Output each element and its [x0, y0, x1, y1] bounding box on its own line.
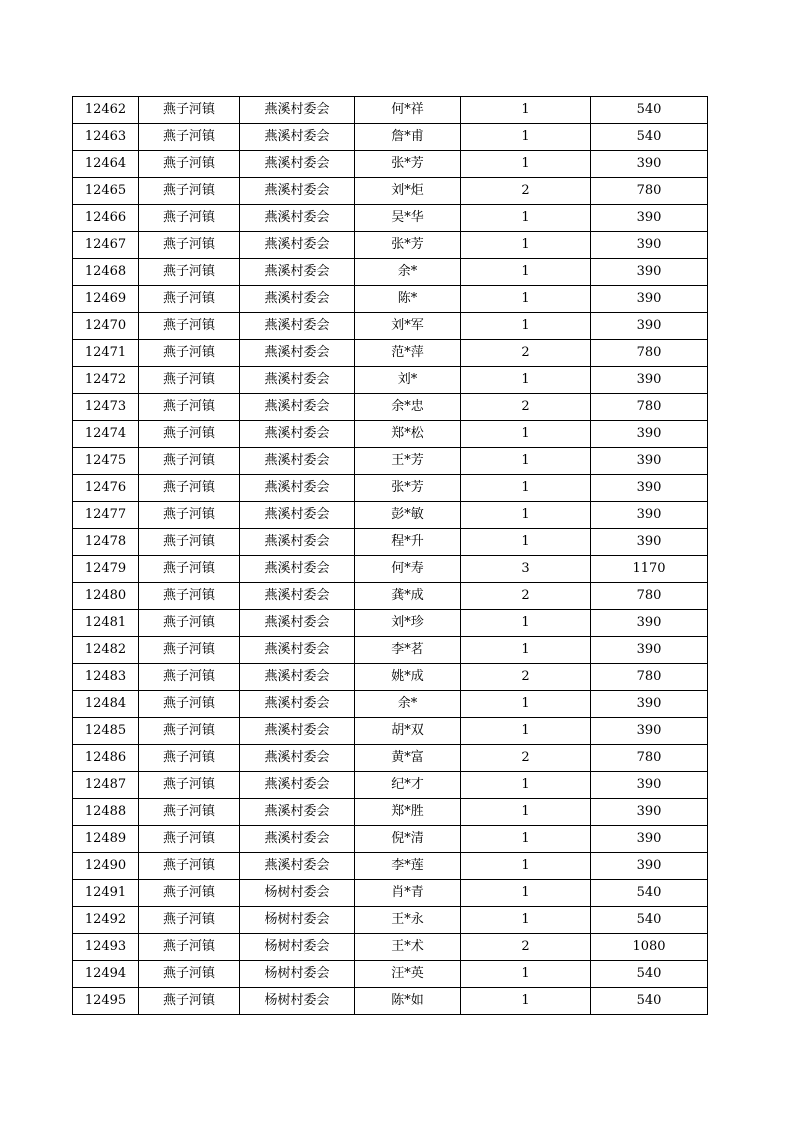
town-cell: 燕子河镇	[139, 826, 240, 853]
table-row	[73, 232, 708, 259]
name-cell: 纪*才	[355, 772, 461, 799]
name-cell: 王*永	[355, 907, 461, 934]
village-committee-cell: 燕溪村委会	[240, 664, 355, 691]
serial-number-cell: 12477	[73, 502, 139, 529]
name-cell: 黄*富	[355, 745, 461, 772]
town-cell: 燕子河镇	[139, 232, 240, 259]
count-cell: 1	[461, 502, 591, 529]
town-cell: 燕子河镇	[139, 475, 240, 502]
town-cell: 燕子河镇	[139, 664, 240, 691]
serial-number-cell: 12472	[73, 367, 139, 394]
serial-number-cell: 12495	[73, 988, 139, 1015]
table-row	[73, 151, 708, 178]
amount-cell: 390	[591, 691, 708, 718]
table-row	[73, 988, 708, 1015]
name-cell: 刘*炬	[355, 178, 461, 205]
amount-cell: 390	[591, 718, 708, 745]
table-row	[73, 286, 708, 313]
count-cell: 1	[461, 448, 591, 475]
count-cell: 2	[461, 583, 591, 610]
village-committee-cell: 燕溪村委会	[240, 286, 355, 313]
amount-cell: 390	[591, 853, 708, 880]
table-row	[73, 475, 708, 502]
town-cell: 燕子河镇	[139, 178, 240, 205]
village-committee-cell: 杨树村委会	[240, 934, 355, 961]
table-row	[73, 205, 708, 232]
village-committee-cell: 燕溪村委会	[240, 367, 355, 394]
name-cell: 何*祥	[355, 97, 461, 124]
town-cell: 燕子河镇	[139, 907, 240, 934]
serial-number-cell: 12470	[73, 313, 139, 340]
name-cell: 彭*敏	[355, 502, 461, 529]
name-cell: 张*芳	[355, 151, 461, 178]
count-cell: 1	[461, 151, 591, 178]
amount-cell: 1080	[591, 934, 708, 961]
table-row	[73, 637, 708, 664]
table-row	[73, 718, 708, 745]
town-cell: 燕子河镇	[139, 205, 240, 232]
amount-cell: 390	[591, 826, 708, 853]
table-row	[73, 448, 708, 475]
village-committee-cell: 燕溪村委会	[240, 799, 355, 826]
town-cell: 燕子河镇	[139, 421, 240, 448]
town-cell: 燕子河镇	[139, 529, 240, 556]
count-cell: 1	[461, 691, 591, 718]
serial-number-cell: 12487	[73, 772, 139, 799]
count-cell: 1	[461, 718, 591, 745]
amount-cell: 390	[591, 151, 708, 178]
town-cell: 燕子河镇	[139, 853, 240, 880]
village-committee-cell: 燕溪村委会	[240, 556, 355, 583]
table-row	[73, 610, 708, 637]
village-committee-cell: 燕溪村委会	[240, 124, 355, 151]
count-cell: 1	[461, 637, 591, 664]
table-row	[73, 583, 708, 610]
amount-cell: 390	[591, 259, 708, 286]
name-cell: 陈*	[355, 286, 461, 313]
town-cell: 燕子河镇	[139, 880, 240, 907]
town-cell: 燕子河镇	[139, 583, 240, 610]
amount-cell: 390	[591, 610, 708, 637]
town-cell: 燕子河镇	[139, 448, 240, 475]
name-cell: 余*	[355, 691, 461, 718]
village-committee-cell: 燕溪村委会	[240, 313, 355, 340]
serial-number-cell: 12466	[73, 205, 139, 232]
count-cell: 2	[461, 745, 591, 772]
name-cell: 郑*松	[355, 421, 461, 448]
serial-number-cell: 12478	[73, 529, 139, 556]
table-row	[73, 178, 708, 205]
count-cell: 1	[461, 853, 591, 880]
name-cell: 龚*成	[355, 583, 461, 610]
table-row	[73, 934, 708, 961]
town-cell: 燕子河镇	[139, 961, 240, 988]
name-cell: 范*萍	[355, 340, 461, 367]
town-cell: 燕子河镇	[139, 799, 240, 826]
count-cell: 1	[461, 313, 591, 340]
serial-number-cell: 12465	[73, 178, 139, 205]
amount-cell: 780	[591, 394, 708, 421]
serial-number-cell: 12494	[73, 961, 139, 988]
table-row	[73, 799, 708, 826]
town-cell: 燕子河镇	[139, 745, 240, 772]
serial-number-cell: 12475	[73, 448, 139, 475]
town-cell: 燕子河镇	[139, 394, 240, 421]
table-row	[73, 529, 708, 556]
serial-number-cell: 12474	[73, 421, 139, 448]
amount-cell: 390	[591, 475, 708, 502]
name-cell: 刘*军	[355, 313, 461, 340]
serial-number-cell: 12464	[73, 151, 139, 178]
serial-number-cell: 12471	[73, 340, 139, 367]
count-cell: 2	[461, 178, 591, 205]
count-cell: 1	[461, 124, 591, 151]
count-cell: 1	[461, 205, 591, 232]
village-committee-cell: 燕溪村委会	[240, 853, 355, 880]
serial-number-cell: 12476	[73, 475, 139, 502]
count-cell: 1	[461, 475, 591, 502]
name-cell: 詹*甫	[355, 124, 461, 151]
serial-number-cell: 12486	[73, 745, 139, 772]
village-committee-cell: 燕溪村委会	[240, 178, 355, 205]
count-cell: 1	[461, 421, 591, 448]
name-cell: 吴*华	[355, 205, 461, 232]
table-row	[73, 907, 708, 934]
town-cell: 燕子河镇	[139, 367, 240, 394]
count-cell: 1	[461, 988, 591, 1015]
village-committee-cell: 燕溪村委会	[240, 529, 355, 556]
count-cell: 1	[461, 826, 591, 853]
town-cell: 燕子河镇	[139, 772, 240, 799]
serial-number-cell: 12493	[73, 934, 139, 961]
amount-cell: 540	[591, 907, 708, 934]
count-cell: 1	[461, 799, 591, 826]
count-cell: 2	[461, 340, 591, 367]
amount-cell: 780	[591, 664, 708, 691]
serial-number-cell: 12491	[73, 880, 139, 907]
amount-cell: 390	[591, 232, 708, 259]
name-cell: 郑*胜	[355, 799, 461, 826]
amount-cell: 390	[591, 637, 708, 664]
name-cell: 李*茗	[355, 637, 461, 664]
table-row	[73, 259, 708, 286]
town-cell: 燕子河镇	[139, 286, 240, 313]
village-committee-cell: 燕溪村委会	[240, 151, 355, 178]
amount-cell: 540	[591, 988, 708, 1015]
name-cell: 王*芳	[355, 448, 461, 475]
village-committee-cell: 杨树村委会	[240, 880, 355, 907]
village-committee-cell: 燕溪村委会	[240, 502, 355, 529]
name-cell: 何*寿	[355, 556, 461, 583]
village-committee-cell: 燕溪村委会	[240, 718, 355, 745]
serial-number-cell: 12467	[73, 232, 139, 259]
table-row	[73, 826, 708, 853]
count-cell: 3	[461, 556, 591, 583]
name-cell: 胡*双	[355, 718, 461, 745]
data-table	[72, 96, 708, 1015]
village-committee-cell: 燕溪村委会	[240, 448, 355, 475]
town-cell: 燕子河镇	[139, 340, 240, 367]
village-committee-cell: 燕溪村委会	[240, 691, 355, 718]
town-cell: 燕子河镇	[139, 556, 240, 583]
serial-number-cell: 12462	[73, 97, 139, 124]
count-cell: 1	[461, 961, 591, 988]
village-committee-cell: 杨树村委会	[240, 988, 355, 1015]
village-committee-cell: 燕溪村委会	[240, 475, 355, 502]
serial-number-cell: 12482	[73, 637, 139, 664]
serial-number-cell: 12488	[73, 799, 139, 826]
name-cell: 刘*	[355, 367, 461, 394]
table-row	[73, 556, 708, 583]
count-cell: 2	[461, 394, 591, 421]
serial-number-cell: 12492	[73, 907, 139, 934]
amount-cell: 390	[591, 421, 708, 448]
count-cell: 1	[461, 907, 591, 934]
table-body	[73, 97, 708, 1015]
count-cell: 1	[461, 772, 591, 799]
serial-number-cell: 12483	[73, 664, 139, 691]
village-committee-cell: 杨树村委会	[240, 907, 355, 934]
count-cell: 1	[461, 610, 591, 637]
count-cell: 1	[461, 232, 591, 259]
table-row	[73, 880, 708, 907]
amount-cell: 540	[591, 880, 708, 907]
count-cell: 1	[461, 529, 591, 556]
count-cell: 1	[461, 880, 591, 907]
village-committee-cell: 燕溪村委会	[240, 772, 355, 799]
amount-cell: 390	[591, 448, 708, 475]
serial-number-cell: 12463	[73, 124, 139, 151]
name-cell: 王*术	[355, 934, 461, 961]
table-row	[73, 367, 708, 394]
table-row	[73, 394, 708, 421]
serial-number-cell: 12469	[73, 286, 139, 313]
village-committee-cell: 燕溪村委会	[240, 232, 355, 259]
table-row	[73, 664, 708, 691]
amount-cell: 780	[591, 178, 708, 205]
name-cell: 李*莲	[355, 853, 461, 880]
village-committee-cell: 燕溪村委会	[240, 826, 355, 853]
table-row	[73, 97, 708, 124]
name-cell: 倪*清	[355, 826, 461, 853]
town-cell: 燕子河镇	[139, 637, 240, 664]
table-row	[73, 961, 708, 988]
amount-cell: 390	[591, 205, 708, 232]
serial-number-cell: 12485	[73, 718, 139, 745]
village-committee-cell: 燕溪村委会	[240, 745, 355, 772]
name-cell: 张*芳	[355, 232, 461, 259]
name-cell: 程*升	[355, 529, 461, 556]
village-committee-cell: 燕溪村委会	[240, 610, 355, 637]
amount-cell: 540	[591, 124, 708, 151]
town-cell: 燕子河镇	[139, 502, 240, 529]
town-cell: 燕子河镇	[139, 151, 240, 178]
amount-cell: 540	[591, 961, 708, 988]
table-row	[73, 502, 708, 529]
table-row	[73, 340, 708, 367]
amount-cell: 390	[591, 367, 708, 394]
amount-cell: 390	[591, 286, 708, 313]
count-cell: 1	[461, 259, 591, 286]
village-committee-cell: 燕溪村委会	[240, 583, 355, 610]
serial-number-cell: 12481	[73, 610, 139, 637]
amount-cell: 390	[591, 799, 708, 826]
table-row	[73, 853, 708, 880]
village-committee-cell: 燕溪村委会	[240, 259, 355, 286]
serial-number-cell: 12490	[73, 853, 139, 880]
village-committee-cell: 燕溪村委会	[240, 421, 355, 448]
town-cell: 燕子河镇	[139, 124, 240, 151]
table-row	[73, 772, 708, 799]
name-cell: 陈*如	[355, 988, 461, 1015]
serial-number-cell: 12468	[73, 259, 139, 286]
table-row	[73, 691, 708, 718]
amount-cell: 780	[591, 583, 708, 610]
amount-cell: 390	[591, 529, 708, 556]
town-cell: 燕子河镇	[139, 610, 240, 637]
count-cell: 2	[461, 934, 591, 961]
name-cell: 余*忠	[355, 394, 461, 421]
name-cell: 姚*成	[355, 664, 461, 691]
town-cell: 燕子河镇	[139, 313, 240, 340]
table-row	[73, 745, 708, 772]
village-committee-cell: 燕溪村委会	[240, 205, 355, 232]
amount-cell: 540	[591, 97, 708, 124]
serial-number-cell: 12480	[73, 583, 139, 610]
serial-number-cell: 12484	[73, 691, 139, 718]
town-cell: 燕子河镇	[139, 934, 240, 961]
serial-number-cell: 12473	[73, 394, 139, 421]
count-cell: 1	[461, 286, 591, 313]
amount-cell: 390	[591, 772, 708, 799]
count-cell: 1	[461, 97, 591, 124]
town-cell: 燕子河镇	[139, 691, 240, 718]
village-committee-cell: 燕溪村委会	[240, 637, 355, 664]
name-cell: 刘*珍	[355, 610, 461, 637]
serial-number-cell: 12479	[73, 556, 139, 583]
count-cell: 1	[461, 367, 591, 394]
amount-cell: 390	[591, 313, 708, 340]
amount-cell: 390	[591, 502, 708, 529]
amount-cell: 780	[591, 340, 708, 367]
town-cell: 燕子河镇	[139, 718, 240, 745]
town-cell: 燕子河镇	[139, 259, 240, 286]
serial-number-cell: 12489	[73, 826, 139, 853]
table-row	[73, 124, 708, 151]
village-committee-cell: 燕溪村委会	[240, 340, 355, 367]
name-cell: 肖*青	[355, 880, 461, 907]
amount-cell: 1170	[591, 556, 708, 583]
village-committee-cell: 燕溪村委会	[240, 394, 355, 421]
village-committee-cell: 燕溪村委会	[240, 97, 355, 124]
amount-cell: 780	[591, 745, 708, 772]
count-cell: 2	[461, 664, 591, 691]
table-row	[73, 421, 708, 448]
name-cell: 汪*英	[355, 961, 461, 988]
table-row	[73, 313, 708, 340]
town-cell: 燕子河镇	[139, 988, 240, 1015]
town-cell: 燕子河镇	[139, 97, 240, 124]
village-committee-cell: 杨树村委会	[240, 961, 355, 988]
name-cell: 余*	[355, 259, 461, 286]
name-cell: 张*芳	[355, 475, 461, 502]
